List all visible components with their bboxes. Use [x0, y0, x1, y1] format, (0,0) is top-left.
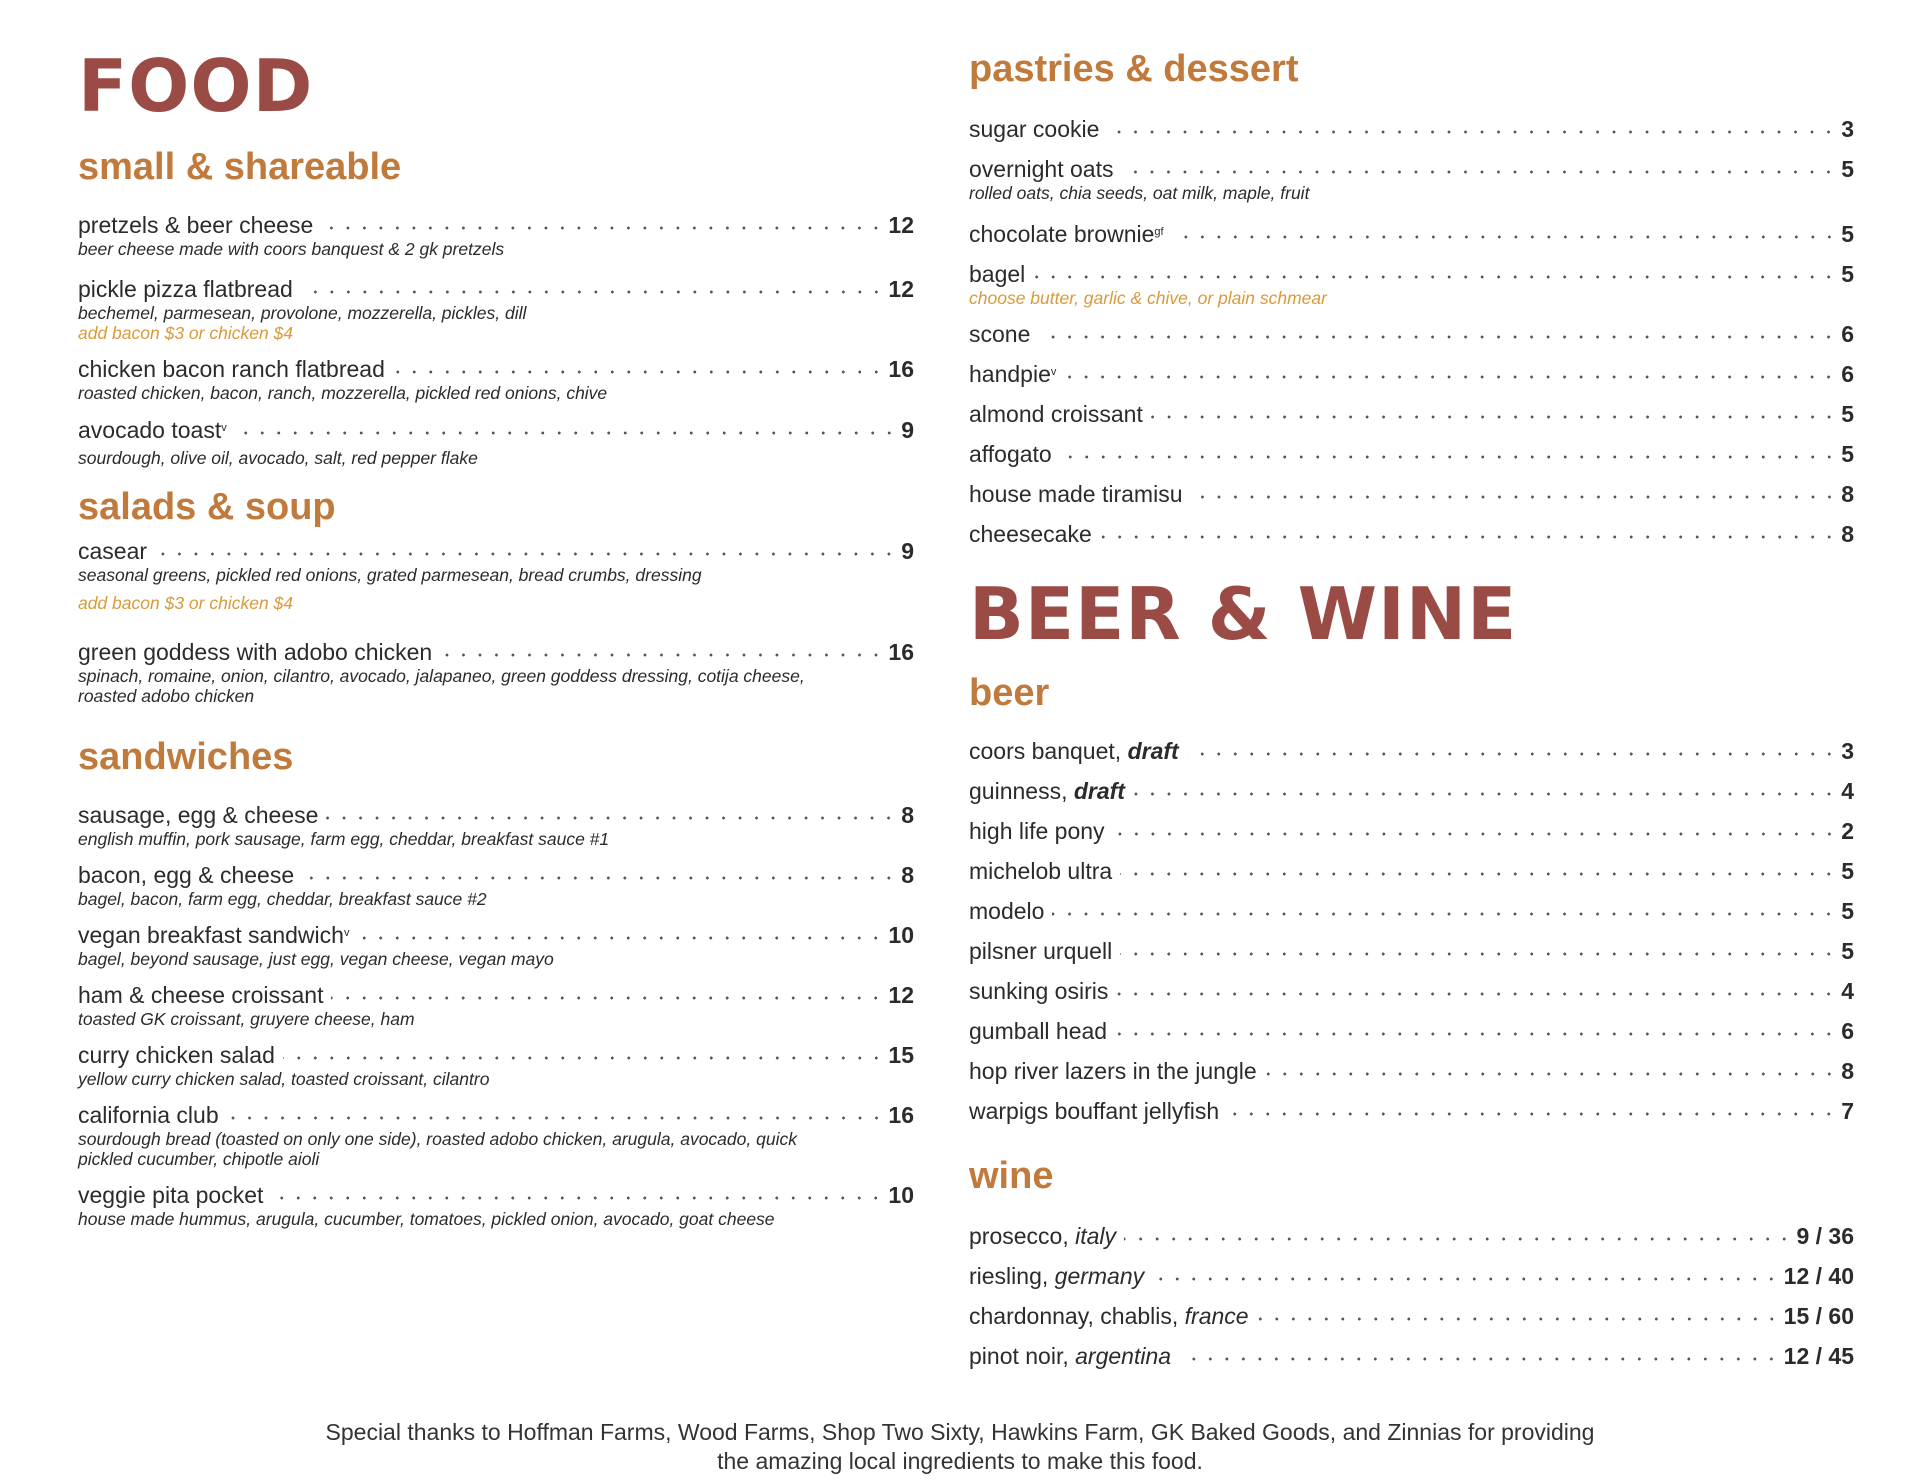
menu-item: [969, 440, 1854, 468]
dot-leader: [357, 934, 884, 942]
item-name: affogato: [969, 441, 1052, 467]
dot-leader: [1107, 128, 1837, 136]
item-name: veggie pita pocket: [78, 1182, 264, 1208]
item-name: warpigs bouffant jellyfish: [969, 1098, 1220, 1124]
menu-item: [78, 416, 914, 468]
menu-item: [969, 115, 1854, 143]
menu-item: [78, 1101, 914, 1169]
item-price: 5: [1841, 156, 1854, 182]
menu-item: [969, 977, 1854, 1005]
gluten-free-mark: gf: [1154, 226, 1164, 238]
item-name: cheesecake: [969, 521, 1092, 547]
dot-leader: [1033, 273, 1837, 281]
item-price: 5: [1841, 221, 1854, 247]
item-price: 5: [1841, 858, 1854, 884]
footer-line-1: Special thanks to Hoffman Farms, Wood Farms, Shop Two Sixty, Hawkins Farm, GK Baked Goods, and Zinnias for providing: [325, 1419, 1595, 1445]
item-name: handpie$^v$: [969, 361, 1057, 387]
item-name: chocolate brownie$^{gf}$: [969, 221, 1164, 247]
section-heading-wine: wine: [969, 1155, 1054, 1197]
dot-leader: [1100, 533, 1837, 541]
item-name: hop river lazers in the jungle: [969, 1058, 1257, 1084]
item-price: 8: [901, 802, 914, 828]
item-name: curry chicken salad: [78, 1042, 275, 1068]
menu-item: [969, 1342, 1854, 1370]
item-description: spinach, romaine, onion, cilantro, avocado, jalapaneo, green goddess dressing, cotija cheese,: [78, 666, 805, 686]
item-name: riesling, germany: [969, 1263, 1145, 1289]
item-name: green goddess with adobo chicken: [78, 639, 433, 665]
item-price: 9: [901, 538, 914, 564]
item-description: roasted chicken, bacon, ranch, mozzerella, pickled red onions, chive: [78, 383, 608, 403]
vegan-mark: v: [1050, 366, 1057, 378]
item-price: 10: [888, 922, 914, 948]
section-heading-small-shareable: small & shareable: [78, 146, 402, 188]
item-price: 6: [1841, 361, 1854, 387]
item-price: 5: [1841, 261, 1854, 287]
item-price: 5: [1841, 441, 1854, 467]
dot-leader: [1052, 910, 1837, 918]
menu-item: [969, 1302, 1854, 1330]
item-name: sugar cookie: [969, 116, 1100, 142]
item-name: bacon, egg & cheese: [78, 862, 295, 888]
dot-leader: [155, 550, 897, 558]
item-name: pickle pizza flatbread: [78, 276, 293, 302]
item-name: sunking osiris: [969, 978, 1109, 1004]
dot-leader: [1257, 1315, 1780, 1323]
item-name: avocado toast$^v$: [78, 417, 227, 443]
item-name: ham & cheese croissant: [78, 982, 324, 1008]
dot-leader: [1152, 1275, 1780, 1283]
item-name: chicken bacon ranch flatbread: [78, 356, 385, 382]
menu-item: [969, 360, 1854, 388]
item-price: 7: [1841, 1098, 1854, 1124]
item-price: 16: [888, 639, 914, 665]
footer-thanks: [0, 1418, 1920, 1476]
item-price: 12: [888, 212, 914, 238]
menu-item: [969, 1262, 1854, 1290]
dot-leader: [1038, 333, 1837, 341]
item-price: 10: [888, 1182, 914, 1208]
dot-leader: [283, 1054, 885, 1062]
menu-item: [78, 638, 914, 706]
item-name: guinness, draft: [969, 778, 1125, 804]
section-heading-sandwiches: sandwiches: [78, 736, 294, 778]
dot-leader: [1115, 1030, 1837, 1038]
item-price: 3: [1841, 116, 1854, 142]
item-price: 15: [888, 1042, 914, 1068]
menu-item: [78, 921, 914, 969]
item-description: sourdough, olive oil, avocado, salt, red pepper flake: [78, 448, 478, 468]
dot-leader: [1124, 1235, 1792, 1243]
dot-leader: [1133, 790, 1837, 798]
item-price: 8: [1841, 521, 1854, 547]
section-heading-salads-soup: salads & soup: [78, 486, 336, 528]
item-description: sourdough bread (toasted on only one side), roasted adobo chicken, arugula, avocado, quick: [78, 1129, 797, 1149]
item-name: high life pony: [969, 818, 1105, 844]
item-price: 8: [1841, 481, 1854, 507]
item-price: 15 / 60: [1783, 1303, 1854, 1329]
food-title: FOOD: [78, 44, 314, 128]
dot-leader: [1060, 453, 1837, 461]
dot-leader: [1120, 870, 1837, 878]
item-price: 12: [888, 982, 914, 1008]
menu-item: [78, 355, 914, 403]
item-price: 4: [1841, 978, 1854, 1004]
item-name: casear: [78, 538, 148, 564]
item-description: rolled oats, chia seeds, oat milk, maple, fruit: [969, 183, 1310, 203]
menu-item: [78, 211, 914, 259]
menu-item: [969, 777, 1854, 805]
item-name: gumball head: [969, 1018, 1108, 1044]
dot-leader: [301, 288, 885, 296]
item-price: 16: [888, 1102, 914, 1128]
item-name: house made tiramisu: [969, 481, 1183, 507]
item-price: 5: [1841, 938, 1854, 964]
dot-leader: [1116, 990, 1837, 998]
menu-item: [969, 480, 1854, 508]
item-description-line2: pickled cucumber, chipotle aioli: [78, 1149, 320, 1169]
item-addon: add bacon $3 or chicken $4: [78, 593, 294, 613]
item-name: vegan breakfast sandwich$^v$: [78, 922, 350, 948]
item-price: 12 / 40: [1783, 1263, 1854, 1289]
item-price: 5: [1841, 401, 1854, 427]
item-price: 16: [888, 356, 914, 382]
dot-leader: [1064, 373, 1837, 381]
item-name: coors banquet, draft: [969, 738, 1179, 764]
item-description: yellow curry chicken salad, toasted croissant, cilantro: [78, 1069, 490, 1089]
item-price: 9: [901, 417, 914, 443]
item-addon: add bacon $3 or chicken $4: [78, 323, 294, 343]
item-name: michelob ultra: [969, 858, 1113, 884]
item-description: seasonal greens, pickled red onions, grated parmesean, bread crumbs, dressing: [78, 565, 702, 585]
item-price: 8: [901, 862, 914, 888]
menu-item: [969, 857, 1854, 885]
beer-wine-title: BEER & WINE: [969, 572, 1518, 656]
item-name: chardonnay, chablis, france: [969, 1303, 1249, 1329]
dot-leader: [302, 874, 897, 882]
item-name: pilsner urquell: [969, 938, 1113, 964]
dot-leader: [1187, 750, 1838, 758]
item-price: 3: [1841, 738, 1854, 764]
menu-item: [969, 817, 1854, 845]
menu-item: [969, 1097, 1854, 1125]
item-name: almond croissant: [969, 401, 1143, 427]
item-price: 9 / 36: [1796, 1223, 1854, 1249]
item-price: 2: [1841, 818, 1854, 844]
item-description-line2: roasted adobo chicken: [78, 686, 255, 706]
menu-item: [969, 220, 1854, 248]
item-name: bagel: [969, 261, 1026, 287]
item-description: beer cheese made with coors banquest & 2 gk pretzels: [78, 239, 505, 259]
dot-leader: [321, 224, 884, 232]
menu-item: [78, 275, 914, 343]
item-price: 12: [888, 276, 914, 302]
item-price: 8: [1841, 1058, 1854, 1084]
item-name: pretzels & beer cheese: [78, 212, 314, 238]
item-name: modelo: [969, 898, 1045, 924]
menu-item: [969, 260, 1854, 308]
vegan-mark: v: [221, 422, 227, 434]
item-price: 6: [1841, 1018, 1854, 1044]
section-heading-pastries-dessert: pastries & dessert: [969, 48, 1299, 90]
item-description: bechemel, parmesean, provolone, mozzerella, pickles, dill: [78, 303, 527, 323]
item-price: 12 / 45: [1783, 1343, 1854, 1369]
item-name: sausage, egg & cheese: [78, 802, 319, 828]
dot-leader: [1227, 1110, 1837, 1118]
item-description: bagel, beyond sausage, just egg, vegan cheese, vegan mayo: [78, 949, 554, 969]
dot-leader: [235, 429, 897, 437]
dot-leader: [1172, 233, 1838, 241]
dot-leader: [227, 1114, 885, 1122]
dot-leader: [1265, 1070, 1838, 1078]
dot-leader: [1151, 413, 1837, 421]
dot-leader: [1121, 168, 1837, 176]
menu-item: [969, 937, 1854, 965]
item-price: 6: [1841, 321, 1854, 347]
item-description: house made hummus, arugula, cucumber, tomatoes, pickled onion, avocado, goat cheese: [78, 1209, 775, 1229]
dot-leader: [1113, 830, 1838, 838]
item-price: 4: [1841, 778, 1854, 804]
vegan-mark: v: [343, 927, 350, 939]
dot-leader: [326, 814, 897, 822]
dot-leader: [393, 368, 885, 376]
item-name: overnight oats: [969, 156, 1114, 182]
menu-item: [969, 400, 1854, 428]
dot-leader: [331, 994, 884, 1002]
dot-leader: [271, 1194, 884, 1202]
menu-item: [78, 861, 914, 909]
item-price: 5: [1841, 898, 1854, 924]
menu-item: [78, 537, 914, 613]
menu-item: [969, 1017, 1854, 1045]
dot-leader: [440, 651, 884, 659]
menu-item: [969, 320, 1854, 348]
dot-leader: [1179, 1355, 1780, 1363]
dot-leader: [1120, 950, 1837, 958]
menu-item: [969, 1222, 1854, 1250]
menu-item: [969, 155, 1854, 203]
menu-item: [969, 1057, 1854, 1085]
item-description: bagel, bacon, farm egg, cheddar, breakfast sauce #2: [78, 889, 487, 909]
item-description: english muffin, pork sausage, farm egg, cheddar, breakfast sauce #1: [78, 829, 610, 849]
footer-line-2: the amazing local ingredients to make this food.: [717, 1448, 1203, 1474]
item-name: california club: [78, 1102, 219, 1128]
menu-item: [78, 981, 914, 1029]
item-description: toasted GK croissant, gruyere cheese, ham: [78, 1009, 415, 1029]
item-addon: choose butter, garlic & chive, or plain schmear: [969, 288, 1327, 308]
menu-item: [78, 1041, 914, 1089]
section-heading-beer: beer: [969, 672, 1050, 714]
dot-leader: [1191, 493, 1838, 501]
menu-item: [78, 801, 914, 849]
item-name: prosecco, italy: [969, 1223, 1117, 1249]
item-name: scone: [969, 321, 1031, 347]
menu-item: [969, 520, 1854, 548]
item-name: pinot noir, argentina: [969, 1343, 1172, 1369]
menu-item: [969, 897, 1854, 925]
menu-item: [969, 737, 1854, 765]
menu-item: [78, 1181, 914, 1229]
